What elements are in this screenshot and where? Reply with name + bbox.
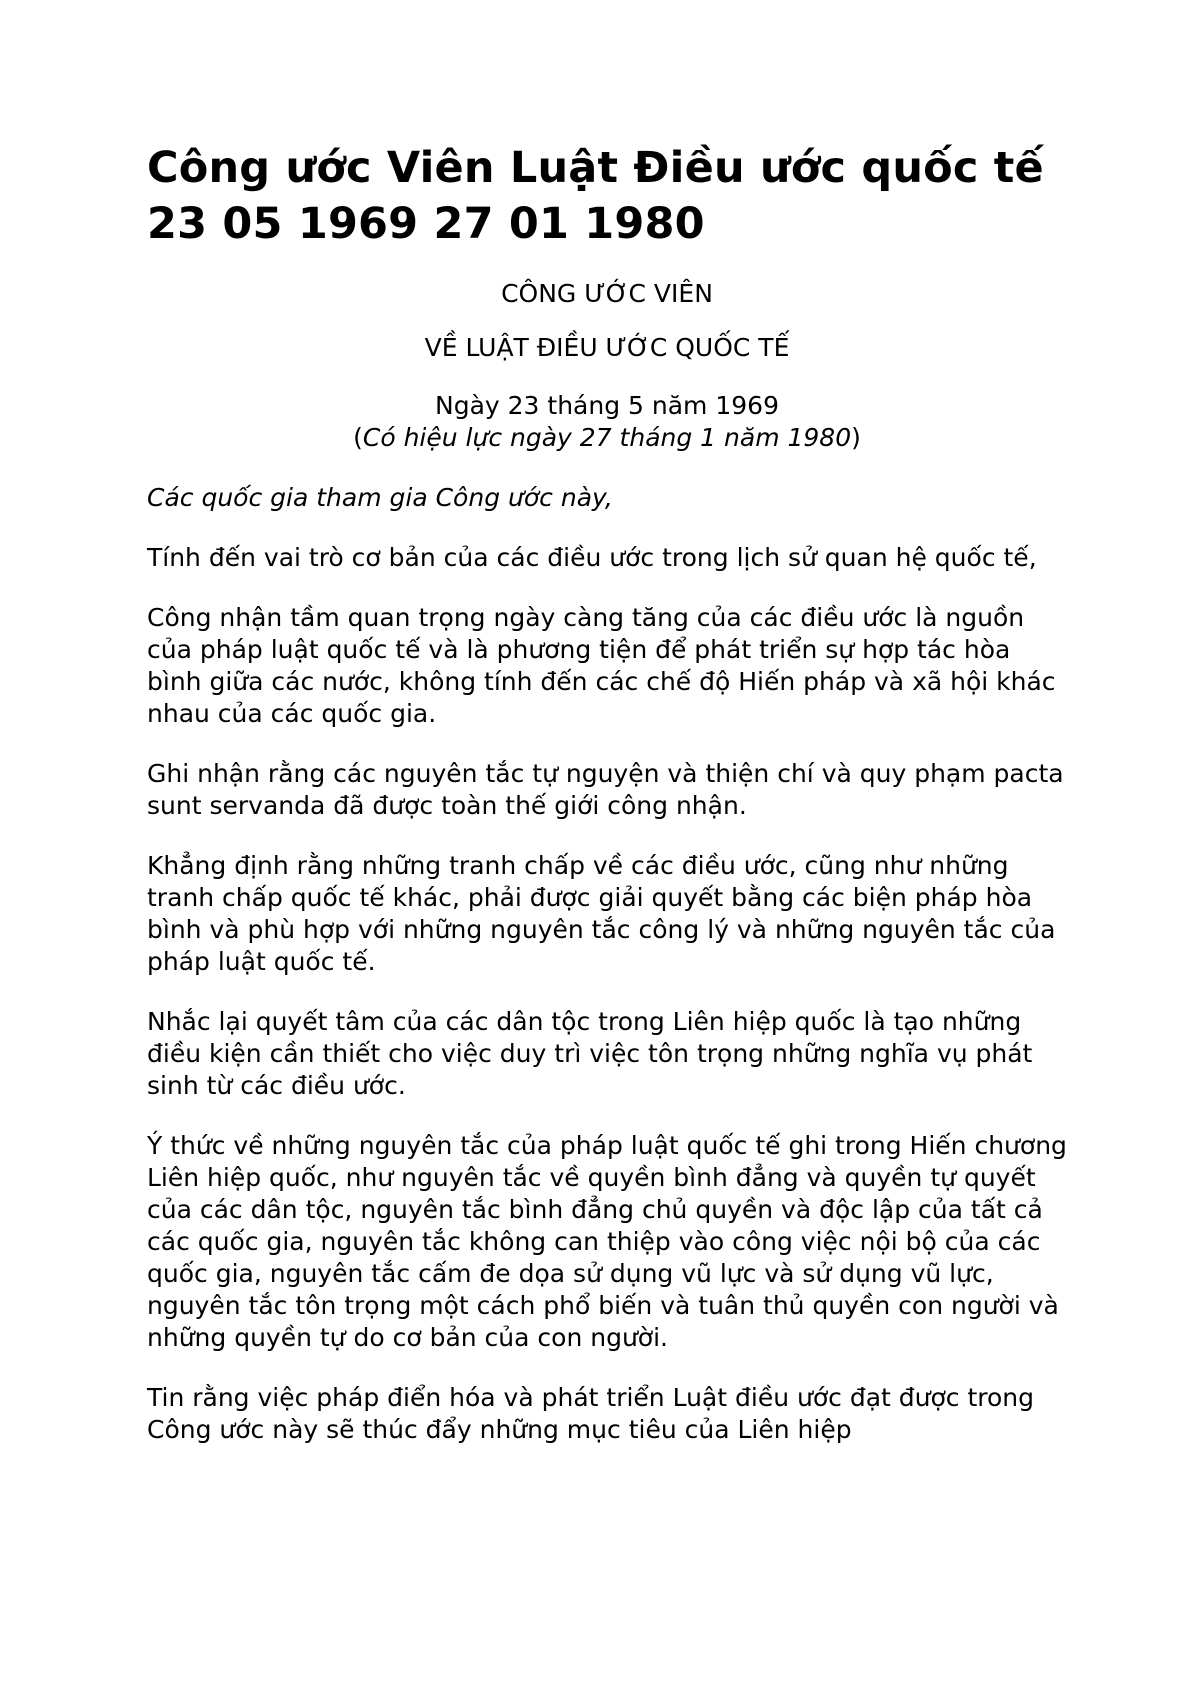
preamble-paragraph: Ghi nhận rằng các nguyên tắc tự nguyện và thiện chí và quy phạm pacta sunt servanda đã được toàn thế giới công nhận.: [147, 759, 1064, 820]
preamble-paragraph: Công nhận tầm quan trọng ngày càng tăng của các điều ước là nguồn của pháp luật quốc tế và là phương tiện để phát triển sự hợp tác hòa bình giữa các nước, không tính đến các chế độ Hiến pháp và xã hội khác nhau của các quốc gia.: [147, 603, 1056, 728]
preamble-paragraph: Khẳng định rằng những tranh chấp về các điều ước, cũng như những tranh chấp quốc tế khác, phải được giải quyết bằng các biện pháp hòa bình và phù hợp với những nguyên tắc công lý và những nguyên tắc của pháp luật quốc tế.: [147, 851, 1056, 976]
effective-date: Có hiệu lực ngày 27 tháng 1 năm 1980: [362, 423, 852, 452]
preamble-paragraph: Tính đến vai trò cơ bản của các điều ước trong lịch sử quan hệ quốc tế,: [147, 543, 1037, 572]
preamble-paragraph: Nhắc lại quyết tâm của các dân tộc trong Liên hiệp quốc là tạo những điều kiện cần thiết cho việc duy trì việc tôn trọng những nghĩa vụ phát sinh từ các điều ước.: [147, 1007, 1033, 1100]
date-block: [147, 390, 1067, 454]
document-title: Công ước Viên Luật Điều ước quốc tế 23 05 1969 27 01 1980: [147, 143, 1044, 249]
convention-heading: CÔNG ƯỚC VIÊN: [501, 279, 713, 308]
preamble-paragraph: Ý thức về những nguyên tắc của pháp luật quốc tế ghi trong Hiến chương Liên hiệp quốc, như nguyên tắc về quyền bình đẳng và quyền tự quyết của các dân tộc, nguyên tắc bình đẳng chủ quyền và độc lập của tất cả các quốc gia, nguyên tắc không can thiệp vào công việc nội bộ của các quốc gia, nguyên tắc cấm đe dọa sử dụng vũ lực và sử dụng vũ lực, nguyên tắc tôn trọng một cách phổ biến và tuân thủ quyền con người và những quyền tự do cơ bản của con người.: [147, 1131, 1067, 1352]
signing-date: Ngày 23 tháng 5 năm 1969: [435, 391, 779, 420]
effective-open-paren: (: [353, 423, 363, 452]
preamble-intro: Các quốc gia tham gia Công ước này,: [147, 483, 613, 512]
preamble-paragraph: Tin rằng việc pháp điển hóa và phát triển Luật điều ước đạt được trong Công ước này sẽ thúc đẩy những mục tiêu của Liên hiệp: [147, 1383, 1034, 1444]
effective-close-paren: ): [851, 423, 861, 452]
document-page: [147, 140, 1067, 1446]
convention-subheading: VỀ LUẬT ĐIỀU ƯỚC QUỐC TẾ: [424, 333, 790, 362]
effective-date-line: [147, 422, 1067, 454]
